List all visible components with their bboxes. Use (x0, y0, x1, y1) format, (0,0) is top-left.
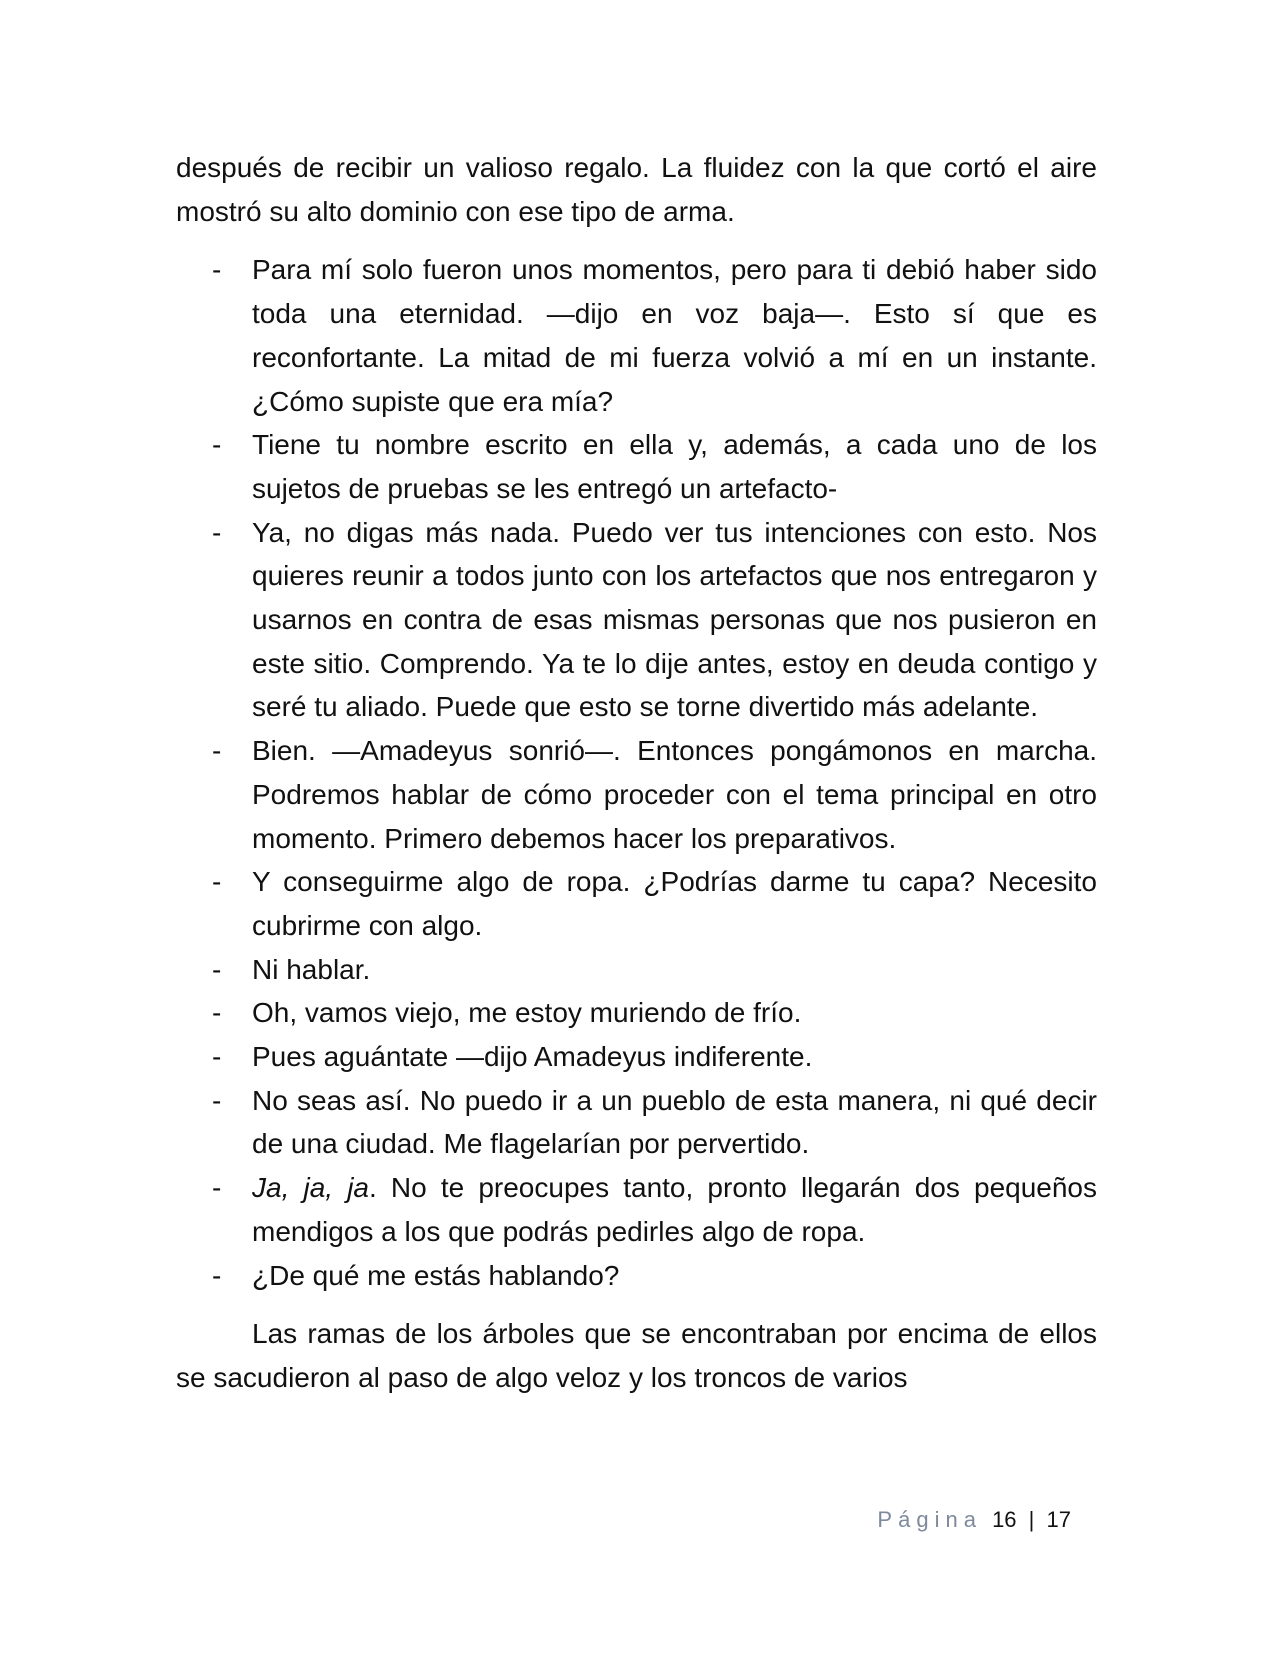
laugh-italic: Ja, ja, ja (252, 1172, 369, 1204)
opening-paragraph: después de recibir un valioso regalo. La fluidez con la que cortó el aire mostró su alto dominio con ese tipo de arma. (176, 152, 1097, 227)
dialogue-list (176, 248, 1097, 1297)
dialogue-line (176, 1166, 1097, 1253)
dialogue-text: Para mí solo fueron unos momentos, pero para ti debió haber sido toda una eternidad. —dijo en voz baja—. Esto sí que es reconfortante. La mitad de mi fuerza volvió a mí en un instante. ¿Cómo supiste que era mía? (252, 254, 1097, 417)
dialogue-text: . No te preocupes tanto, pronto llegarán dos pequeños mendigos a los que podrás pedirles algo de ropa. (252, 1172, 1098, 1247)
dialogue-line (176, 1079, 1097, 1166)
page-footer (877, 1505, 1071, 1535)
dialogue-dash: - (212, 1084, 222, 1116)
dialogue-text: Ni hablar. (252, 953, 371, 985)
closing-paragraph: Las ramas de los árboles que se encontraban por encima de ellos se sacudieron al paso de algo veloz y los troncos de varios (176, 1318, 1097, 1393)
dialogue-dash: - (212, 953, 222, 985)
dialogue-text: Ya, no digas más nada. Puedo ver tus intenciones con esto. Nos quieres reunir a todos junto con los artefactos que nos entregaron y usarnos en contra de esas mismas personas que nos pusieron en este sitio. Comprendo. Ya te lo dije antes, estoy en deuda contigo y seré tu aliado. Puede que esto se torne divertido más adelante. (252, 516, 1097, 723)
dialogue-line (176, 1254, 1097, 1298)
dialogue-dash: - (212, 735, 222, 767)
dialogue-text: Tiene tu nombre escrito en ella y, además, a cada uno de los sujetos de pruebas se les entregó un artefacto- (252, 429, 1097, 504)
dialogue-dash: - (212, 1172, 222, 1204)
dialogue-line (176, 248, 1097, 423)
dialogue-dash: - (212, 254, 222, 286)
dialogue-line (176, 1035, 1097, 1079)
page-separator: | (1028, 1507, 1035, 1532)
page-word: Página (877, 1507, 982, 1532)
dialogue-text: Bien. —Amadeyus sonrió—. Entonces pongámonos en marcha. Podremos hablar de cómo proceder con el tema principal en otro momento. Primero debemos hacer los preparativos. (252, 735, 1097, 854)
dialogue-dash: - (212, 516, 222, 548)
dialogue-line (176, 991, 1097, 1035)
dialogue-line (176, 948, 1097, 992)
dialogue-dash: - (212, 429, 222, 461)
dialogue-dash: - (212, 1041, 222, 1073)
dialogue-text: ¿De qué me estás hablando? (252, 1259, 620, 1291)
dialogue-line (176, 860, 1097, 947)
dialogue-line (176, 423, 1097, 510)
dialogue-line (176, 729, 1097, 860)
dialogue-dash: - (212, 1259, 222, 1291)
dialogue-dash: - (212, 997, 222, 1029)
dialogue-line (176, 511, 1097, 730)
dialogue-text: Y conseguirme algo de ropa. ¿Podrías darme tu capa? Necesito cubrirme con algo. (252, 866, 1097, 941)
page-number: 16 (992, 1507, 1017, 1532)
dialogue-dash: - (212, 866, 222, 898)
body-text (176, 146, 1097, 1400)
dialogue-text: Oh, vamos viejo, me estoy muriendo de frío. (252, 997, 802, 1029)
dialogue-text: Pues aguántate —dijo Amadeyus indiferente. (252, 1041, 813, 1073)
total-pages: 17 (1046, 1507, 1071, 1532)
dialogue-text: No seas así. No puedo ir a un pueblo de esta manera, ni qué decir de una ciudad. Me flagelarían por pervertido. (252, 1084, 1097, 1160)
